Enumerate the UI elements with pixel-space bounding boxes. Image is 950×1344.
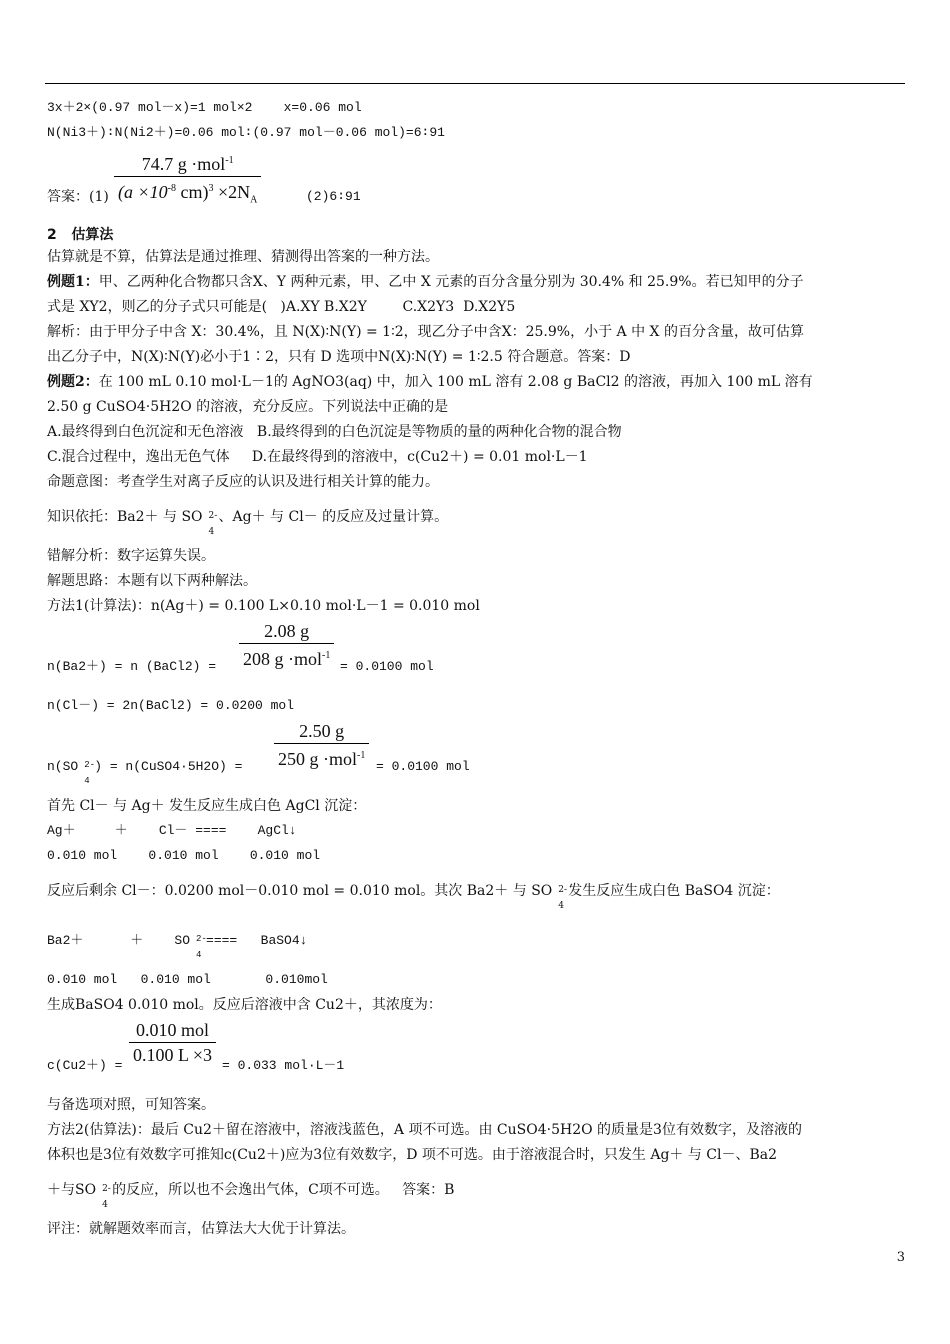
example2-label: 例题2：: [47, 374, 99, 390]
example2-line-cont: 2.50 g CuSO4·5H2O 的溶液，充分反应。下列说法中正确的是: [47, 399, 449, 415]
answer-suffix: (2)6∶91: [306, 189, 361, 204]
answer-prefix: 答案：(1): [47, 189, 109, 205]
density-fraction: 74.7 g ·mol$^{-1}$ ($a \times 10^{-8}$ $cm)^3 \times 2N_A$: [114, 150, 261, 212]
nba-prefix: n(Ba2＋) = n (BaCl2) =: [47, 659, 217, 674]
compare-line: 与备选项对照，可知答案。: [47, 1097, 215, 1113]
example2-line: 例题2：在 100 mL 0.10 mol·L－1的 AgNO3(aq) 中，加入 100 mL 溶有 2.08 g BaCl2 的溶液，再加入 100 mL 溶有: [47, 374, 813, 390]
basis-line: 知识依托：Ba2＋ 与 SO 2- 4 、Ag＋ 与 Cl－ 的反应及过量计算。: [47, 509, 449, 537]
remaining-cl-line: 反应后剩余 Cl－：0.0200 mol－0.010 mol = 0.010 mol。其次 Ba2＋ 与 SO 2- 4 发生反应生成白色 BaSO4 沉淀：: [47, 883, 780, 911]
example1-options: 式是 XY2，则乙的分子式只可能是( )A.XY B.X2Y C.X2Y3 D.X2Y5: [47, 299, 516, 315]
top-rule: [45, 83, 905, 84]
section-title: 2 估算法: [47, 227, 114, 243]
error-line: 错解分析：数字运算失误。: [47, 548, 215, 564]
nba-result: = 0.0100 mol: [340, 659, 434, 674]
nso4-result: = 0.0100 mol: [376, 759, 470, 774]
example2-options-ab: A.最终得到白色沉淀和无色溶液 B.最终得到的白色沉淀是等物质的量的两种化合物的混合物: [47, 424, 622, 440]
baso4-amounts: 0.010 mol 0.010 mol 0.010mol: [47, 972, 328, 987]
equation-line: 3x＋2×(0.97 mol－x)=1 mol×2 x=0.06 mol: [47, 100, 362, 115]
intent-line: 命题意图：考查学生对离子反应的认识及进行相关计算的能力。: [47, 474, 439, 490]
comment-line: 评注：就解题效率而言，估算法大大优于计算法。: [47, 1221, 355, 1237]
example1-analysis-cont: 出乙分子中，N(X)∶N(Y)必小于1∶2，只有 D 选项中N(X)∶N(Y) = 1∶2.5 符合题意。答案：D: [47, 349, 631, 365]
idea-line: 解题思路：本题有以下两种解法。: [47, 573, 257, 589]
agcl-equation: Ag＋ ＋ Cl－ ==== AgCl↓: [47, 823, 297, 838]
method2-line: 方法2(估算法)：最后 Cu2＋留在溶液中，溶液浅蓝色，A 项不可选。由 CuSO4·5H2O 的质量是3位有效数字，及溶液的: [47, 1122, 802, 1138]
first-reaction-line: 首先 Cl－ 与 Ag＋ 发生反应生成白色 AgCl 沉淀：: [47, 798, 367, 814]
ncl-line: n(Cl－) = 2n(BaCl2) = 0.0200 mol: [47, 698, 295, 713]
baso4-equation: Ba2＋ ＋ SO 2- 4 ==== BaSO4↓: [47, 933, 308, 960]
cu-concentration-fraction: 0.010 mol 0.100 L ×3: [129, 1019, 216, 1066]
generation-line: 生成BaSO4 0.010 mol。反应后溶液中含 Cu2＋，其浓度为：: [47, 997, 442, 1013]
page-number: 3: [896, 1250, 905, 1265]
method2-line-3: ＋与SO 2- 4 的反应，所以也不会逸出气体，C项不可选。 答案：B: [47, 1182, 455, 1210]
ccu-result: = 0.033 mol·L－1: [222, 1058, 345, 1073]
bacl2-fraction: 2.08 g 208 g ·mol$^{-1}$: [239, 620, 334, 670]
cuso4-fraction: 2.50 g 250 g ·mol$^{-1}$: [274, 720, 369, 770]
example1-label: 例题1：: [47, 274, 99, 290]
intro-paragraph: 估算就是不算，估算法是通过推理、猜测得出答案的一种方法。: [47, 249, 439, 265]
method1-line: 方法1(计算法)：n(Ag＋) = 0.100 L×0.10 mol·L－1 = 0.010 mol: [47, 598, 480, 614]
example2-options-cd: C.混合过程中，逸出无色气体 D.在最终得到的溶液中，c(Cu2＋) = 0.01 mol·L－1: [47, 449, 588, 465]
ccu-prefix: c(Cu2＋) =: [47, 1058, 123, 1073]
agcl-amounts: 0.010 mol 0.010 mol 0.010 mol: [47, 848, 321, 863]
method2-line-2: 体积也是3位有效数字可推知c(Cu2＋)应为3位有效数字，D 项不可选。由于溶液混合时，只发生 Ag＋ 与 Cl－、Ba2: [47, 1147, 778, 1163]
ratio-line: N(Ni3＋)∶N(Ni2＋)=0.06 mol∶(0.97 mol－0.06 mol)=6∶91: [47, 125, 445, 140]
example1-line: 例题1：甲、乙两种化合物都只含X、Y 两种元素，甲、乙中 X 元素的百分含量分别为 30.4% 和 25.9%。若已知甲的分子: [47, 274, 804, 290]
example1-analysis: 解析：由于甲分子中含 X：30.4%，且 N(X)∶N(Y) = 1∶2，现乙分子中含X：25.9%，小于 A 中 X 的百分含量，故可估算: [47, 324, 804, 340]
nso4-line: n(SO 2- 4 ) = n(CuSO4·5H2O) =: [47, 759, 243, 786]
